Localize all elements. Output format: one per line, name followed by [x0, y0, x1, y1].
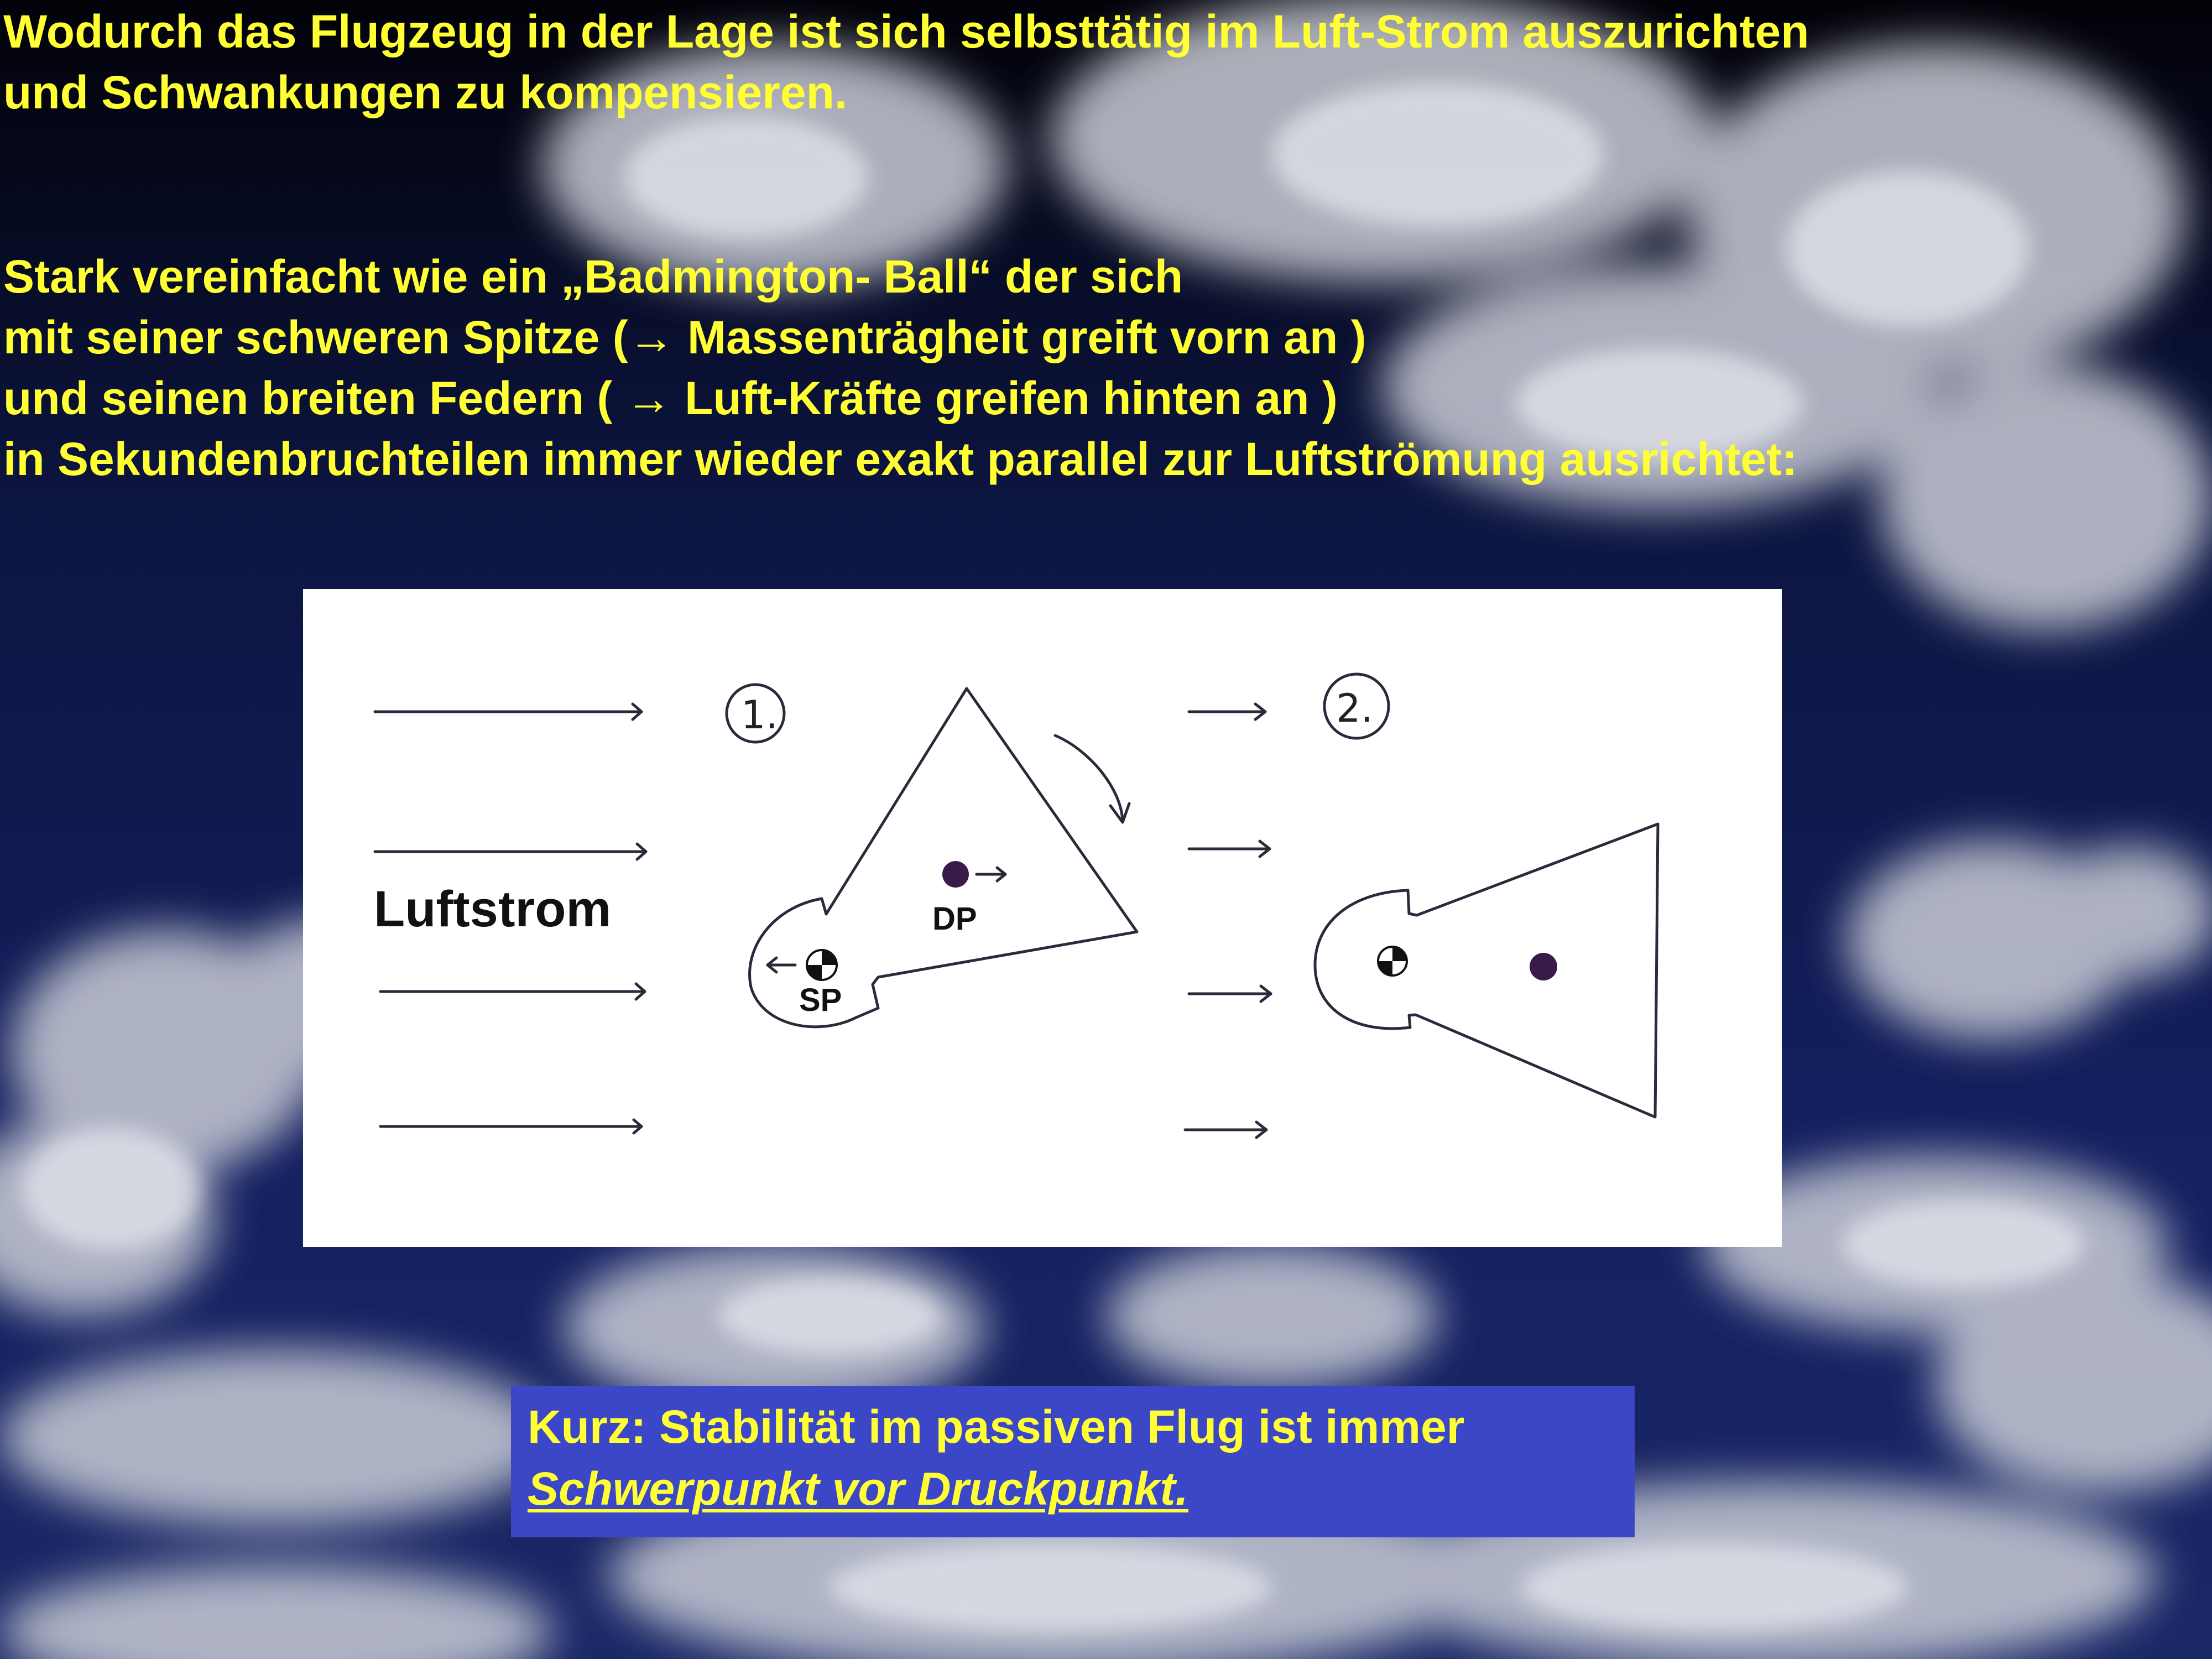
summary-line-2: Schwerpunkt vor Druckpunkt. — [528, 1463, 1188, 1515]
sp-marker-tilted — [807, 950, 837, 980]
intro-line-2: und Schwankungen zu kompensieren. — [3, 66, 848, 118]
airflow-label: Luftstrom — [374, 881, 612, 937]
analogy-line-3: und seinen breiten Federn ( → Luft-Kräfte greifen hinten an ) — [3, 372, 1338, 424]
airflow-arrow — [375, 704, 641, 719]
airflow-arrow — [1189, 841, 1270, 857]
summary-box — [511, 1386, 1635, 1537]
analogy-line-4: in Sekundenbruchteilen immer wieder exakt parallel zur Luftströmung ausrichtet: — [3, 433, 1798, 485]
dp-dot-aligned — [1530, 953, 1557, 980]
shuttlecock-aligned — [1315, 824, 1658, 1117]
dp-force-arrow — [977, 868, 1005, 881]
airflow-arrow — [1185, 1122, 1266, 1138]
dp-label: DP — [932, 901, 977, 937]
step-1-label: 1. — [741, 692, 778, 738]
airflow-arrow — [1189, 704, 1265, 719]
analogy-line-2: mit seiner schweren Spitze (→ Massenträgheit greift vorn an ) — [3, 311, 1366, 363]
stability-diagram — [303, 589, 1782, 1247]
airflow-arrow — [380, 1120, 641, 1133]
intro-line-1: Wodurch das Flugzeug in der Lage ist sich selbsttätig im Luft-Strom auszurichten — [3, 6, 1809, 58]
sp-label: SP — [799, 982, 842, 1018]
summary-line-1: Kurz: Stabilität im passiven Flug ist immer — [528, 1401, 1465, 1453]
shuttlecock-tilted — [750, 688, 1137, 1027]
step-2-label: 2. — [1336, 686, 1373, 731]
analogy-line-1: Stark vereinfacht wie ein „Badmington- Ball“ der sich — [3, 251, 1183, 302]
airflow-arrow — [375, 844, 646, 859]
dp-dot-tilted — [942, 861, 969, 888]
analogy-text — [3, 246, 1797, 489]
airflow-arrow — [380, 984, 645, 999]
sp-force-arrow — [768, 958, 795, 972]
diagram-panel — [303, 589, 1782, 1247]
intro-text — [3, 1, 1809, 123]
airflow-arrow — [1189, 986, 1271, 1001]
sp-marker-aligned — [1378, 947, 1407, 975]
